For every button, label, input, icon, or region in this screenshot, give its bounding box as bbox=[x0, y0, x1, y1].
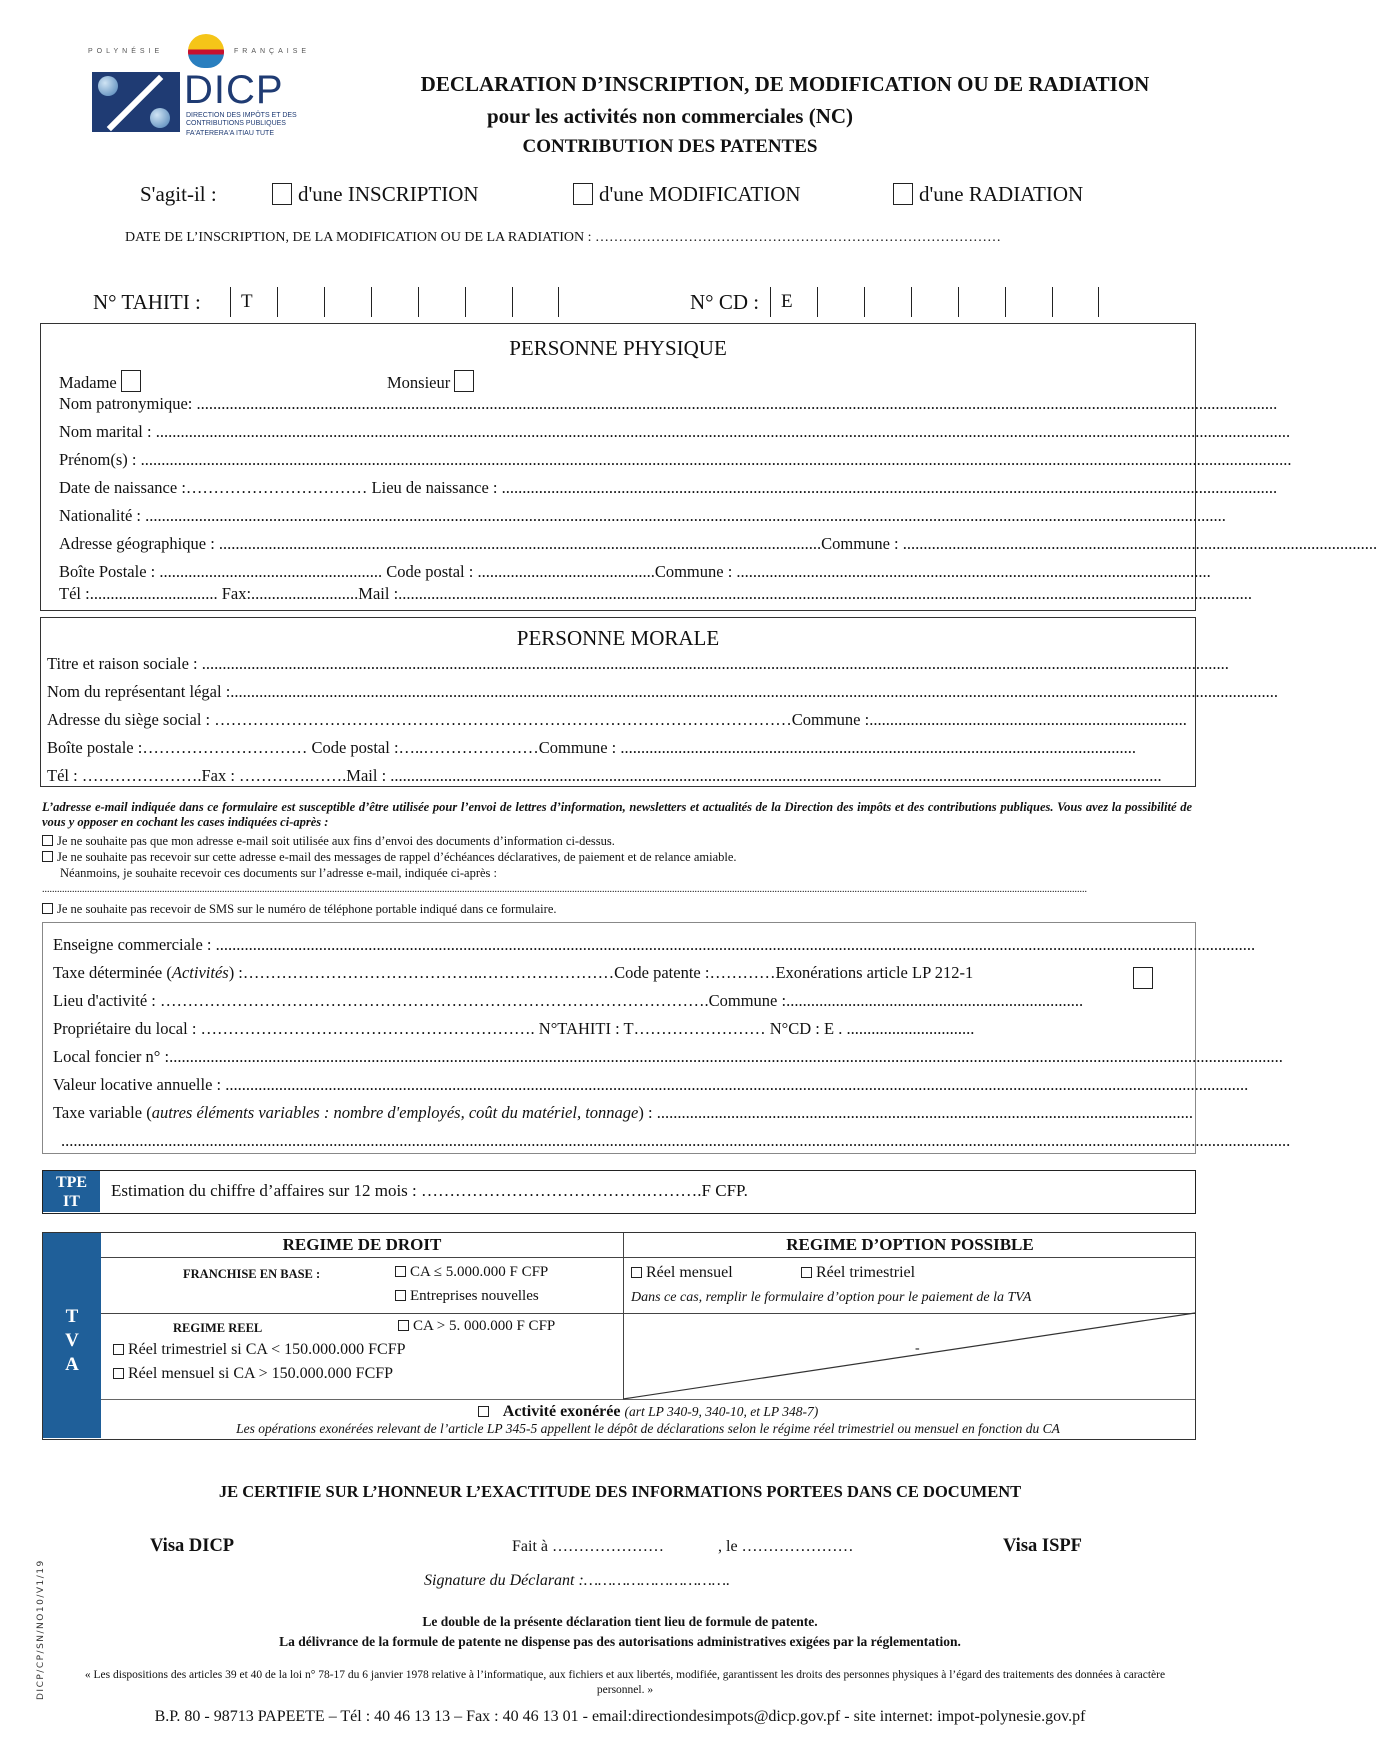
reel-trimestriel-label: Réel trimestriel si CA < 150.000.000 FCFP bbox=[128, 1341, 406, 1358]
option-reel-mensuel-label: Réel mensuel bbox=[646, 1264, 733, 1281]
tahiti-digit[interactable] bbox=[277, 287, 324, 317]
sms-opt-out-checkbox[interactable] bbox=[42, 903, 53, 914]
tel-label: Tél : bbox=[59, 584, 90, 603]
logo-country-right: FRANÇAISE bbox=[234, 48, 311, 55]
radiation-checkbox[interactable] bbox=[893, 183, 913, 205]
representant-field[interactable]: Nom du représentant légal :.............................................................................................................................................................................................................................................................. bbox=[47, 682, 1279, 701]
footer-contact: B.P. 80 - 98713 PAPEETE – Tél : 40 46 13 13 – Fax : 40 46 13 01 - email:directiondesimpots@dicp.gov.pf - site internet: impot-polynesie.gov.pf bbox=[154, 1708, 1086, 1725]
option-note: Dans ce cas, remplir le formulaire d’option pour le paiement de la TVA bbox=[631, 1290, 1032, 1305]
tpe-section bbox=[42, 1170, 1196, 1214]
local-foncier-field[interactable]: Local foncier n° :.............................................................................................................................................................................................................................................................................. bbox=[53, 1047, 1283, 1066]
divider bbox=[101, 1399, 1195, 1400]
dicp-logo bbox=[88, 30, 328, 137]
ca-gt-5m-checkbox[interactable] bbox=[398, 1320, 409, 1331]
alt-email-field[interactable]: .................................................................................................................................................................................................................................................................................................................................................................................................................................. bbox=[42, 884, 1087, 895]
tva-letter: A bbox=[65, 1354, 79, 1375]
signature-declarant-field[interactable]: Signature du Déclarant :…………………………. bbox=[424, 1572, 731, 1589]
option-inscription[interactable] bbox=[272, 182, 479, 207]
reel-mensuel-label: Réel mensuel si CA > 150.000.000 FCFP bbox=[128, 1365, 394, 1382]
cd-prefix: E bbox=[770, 287, 817, 317]
footer-note-1: Le double de la présente déclaration tient lieu de formule de patente. bbox=[422, 1614, 818, 1629]
cd-digit[interactable] bbox=[1052, 287, 1099, 317]
monsieur-option[interactable] bbox=[387, 370, 474, 393]
sms-opt-out-label: Je ne souhaite pas recevoir de SMS sur le numéro de téléphone portable indiqué dans ce formulaire. bbox=[57, 902, 557, 916]
email-opt-out-2[interactable] bbox=[42, 850, 737, 865]
proprietaire-cd-label: N°CD : E . bbox=[769, 1019, 843, 1038]
mail-label: Mail : bbox=[358, 584, 399, 603]
siege-label: Adresse du siège social : bbox=[47, 710, 211, 729]
taxe-determinee-italic: Activités bbox=[171, 963, 229, 982]
cd-digit[interactable] bbox=[817, 287, 864, 317]
ca-gt-5m-label: CA > 5. 000.000 F CFP bbox=[413, 1318, 556, 1334]
dicp-mark-icon bbox=[92, 72, 180, 132]
entreprises-nouvelles-option[interactable] bbox=[395, 1288, 539, 1305]
reel-trimestriel-checkbox[interactable] bbox=[113, 1344, 124, 1355]
taxe-variable-italic: autres éléments variables : nombre d'employés, coût du matériel, tonnage bbox=[151, 1103, 639, 1122]
tel-label: Tél : bbox=[47, 766, 78, 785]
activite-exoneree-ref: (art LP 340-9, 340-10, et LP 348-7) bbox=[624, 1404, 819, 1419]
taxe-variable-label: Taxe variable ( bbox=[53, 1103, 152, 1122]
polynesia-emblem-icon bbox=[188, 34, 224, 68]
certification-statement: JE CERTIFIE SUR L’HONNEUR L’EXACTITUDE DES INFORMATIONS PORTEES DANS CE DOCUMENT bbox=[218, 1482, 1022, 1501]
logo-line1: DIRECTION DES IMPÔTS ET DES bbox=[186, 112, 297, 119]
taxe-determinee-label: Taxe déterminée ( bbox=[53, 963, 172, 982]
activite-exoneree-option[interactable] bbox=[101, 1403, 1195, 1421]
option-reel-trimestriel-label: Réel trimestriel bbox=[816, 1264, 916, 1281]
email-opt-out-1[interactable] bbox=[42, 834, 615, 849]
modification-checkbox[interactable] bbox=[573, 183, 593, 205]
taxe-variable-continued[interactable]: .......................................................................................................................................................................................................................................................................................................... bbox=[61, 1131, 1291, 1150]
logo-line2: CONTRIBUTIONS PUBLIQUES bbox=[186, 120, 286, 127]
fax-label: Fax : bbox=[201, 766, 235, 785]
franchise-label: FRANCHISE EN BASE : bbox=[183, 1267, 321, 1281]
logo-brand: DICP bbox=[184, 68, 284, 112]
logo-country-left: POLYNÉSIE bbox=[88, 48, 164, 55]
activite-exoneree-checkbox[interactable] bbox=[478, 1406, 489, 1417]
opt-out-1-checkbox[interactable] bbox=[42, 835, 53, 846]
cd-digit[interactable] bbox=[864, 287, 911, 317]
personne-physique-section bbox=[40, 323, 1377, 611]
cd-digit[interactable] bbox=[958, 287, 1005, 317]
lieu-naissance-label: Lieu de naissance : bbox=[371, 478, 498, 497]
personne-morale-title: PERSONNE MORALE bbox=[516, 626, 720, 650]
ca-le-5m-label: CA ≤ 5.000.000 F CFP bbox=[410, 1264, 549, 1280]
logo-line3: FA'ATERERA'A ITIAU TUTE bbox=[186, 130, 274, 137]
bp-label: Boîte postale : bbox=[47, 738, 143, 757]
empty-dash: - bbox=[915, 1341, 920, 1356]
modification-label: d'une MODIFICATION bbox=[599, 182, 801, 206]
valeur-locative-label: Valeur locative annuelle : bbox=[53, 1075, 222, 1094]
email-notice-intro: L’adresse e-mail indiquée dans ce formulaire est susceptible d’être utilisée pour l’envoi de lettres d’information, newsletters et actualités de la Direction des impôts et des contributions publiques. Vous avez la possibilité de vous y opposer en cochant les cases indiquées ci-après : bbox=[42, 800, 1192, 829]
activite-exoneree-label: Activité exonérée bbox=[502, 1403, 621, 1420]
nom-patronymique-label: Nom patronymique: bbox=[59, 394, 193, 413]
email-nevertheless: Néanmoins, je souhaite recevoir ces documents sur l’adresse e-mail, indiquée ci-après : bbox=[60, 866, 497, 880]
code-patente-label: Code patente :………… bbox=[614, 963, 776, 982]
ca-estimation-field[interactable]: Estimation du chiffre d’affaires sur 12 mois : ………………………………….……….F CFP. bbox=[111, 1181, 748, 1200]
enseigne-field[interactable]: Enseigne commerciale : ............................................................................................................................................................................................................................................................ bbox=[53, 935, 1256, 954]
madame-checkbox[interactable] bbox=[121, 370, 141, 392]
proprietaire-label: Propriétaire du local : bbox=[53, 1019, 197, 1038]
option-reel-trimestriel[interactable] bbox=[801, 1264, 915, 1282]
taxe-determinee-row[interactable]: Taxe déterminée (Activités) :……………………………………..……………………Code patente :…………Exonérations article LP 212-1 bbox=[53, 963, 974, 982]
page-subtitle: pour les activités non commerciales (NC) bbox=[486, 104, 854, 128]
exoneree-note: Les opérations exonérées relevant de l’article LP 345-5 appellent le dépôt de déclarations selon le régime réel trimestriel ou mensuel en fonction du CA bbox=[236, 1421, 1060, 1436]
tahiti-digit[interactable] bbox=[512, 287, 559, 317]
regime-droit-header: REGIME DE DROIT bbox=[282, 1235, 442, 1254]
footer-legal: « Les dispositions des articles 39 et 40 de la loi n° 78-17 du 6 janvier 1978 relative à l’informatique, aux fichiers et aux libertés, modifiée, garantissent les droits des personnes physiques à l’égard des traitements des données à caractère personnel. » bbox=[84, 1669, 1166, 1696]
nom-marital-field[interactable]: Nom marital : ................................................................................................................................................................................................................................................................................... bbox=[59, 422, 1291, 441]
fax-label: Fax: bbox=[221, 584, 252, 603]
option-modification[interactable] bbox=[573, 182, 801, 207]
visa-dicp: Visa DICP bbox=[150, 1536, 235, 1556]
tahiti-digit[interactable] bbox=[418, 287, 465, 317]
regime-option-header: REGIME D’OPTION POSSIBLE bbox=[786, 1235, 1034, 1254]
opt-out-2-checkbox[interactable] bbox=[42, 851, 53, 862]
option-reel-mensuel-checkbox[interactable] bbox=[631, 1267, 642, 1278]
nationalite-field[interactable]: Nationalité : ...................................................................................................................................................................................................................................................................... bbox=[59, 506, 1226, 525]
proprietaire-tahiti-label: N°TAHITI : T…………………… bbox=[538, 1019, 766, 1038]
enseigne-label: Enseigne commerciale : bbox=[53, 935, 212, 954]
siege-row[interactable]: Adresse du siège social : ……………………………………………………………………………………………Commune :............................................................................. bbox=[47, 710, 1187, 729]
cd-label: N° CD : bbox=[690, 290, 760, 314]
personne-physique-title: PERSONNE PHYSIQUE bbox=[509, 336, 727, 360]
radiation-label: d'une RADIATION bbox=[919, 182, 1084, 206]
contact-row[interactable]: Tél : ………………….Fax : ………….…….Mail : ........................................................................................................................................................................................... bbox=[47, 766, 1162, 785]
commune-label: Commune : bbox=[791, 710, 870, 729]
madame-label: Madame bbox=[59, 373, 117, 392]
entreprises-nouvelles-checkbox[interactable] bbox=[395, 1290, 406, 1301]
tahiti-digit[interactable] bbox=[465, 287, 512, 317]
opt-out-2-label: Je ne souhaite pas recevoir sur cette adresse e-mail des messages de rappel d’échéances déclaratives, de paiement et de relance amiable. bbox=[57, 850, 737, 864]
valeur-locative-field[interactable]: Valeur locative annuelle : ........................................................................................................................................................................................................................................................ bbox=[53, 1075, 1249, 1094]
personne-morale-section bbox=[40, 617, 1279, 787]
bp-row[interactable]: Boîte Postale : ...................................................... Code postal : ...........................................Commune : ................................................................................................................... bbox=[59, 562, 1211, 581]
ca-le-5m-checkbox[interactable] bbox=[395, 1266, 406, 1277]
commune-label: Commune : bbox=[821, 534, 899, 553]
tpe-badge-line1: TPE bbox=[55, 1174, 88, 1191]
cd-digit[interactable] bbox=[911, 287, 958, 317]
tva-section bbox=[42, 1232, 1196, 1440]
code-postal-label: Code postal : bbox=[386, 562, 474, 581]
nom-marital-label: Nom marital : bbox=[59, 422, 152, 441]
reel-mensuel-option[interactable] bbox=[113, 1365, 393, 1383]
commune-label: Commune : bbox=[708, 991, 787, 1010]
activite-section bbox=[42, 922, 1291, 1154]
fait-a-field[interactable]: Fait à ………………… bbox=[512, 1538, 664, 1555]
option-radiation[interactable] bbox=[893, 182, 1083, 207]
taxe-variable-end: ) : bbox=[638, 1103, 653, 1122]
nom-patronymique-field[interactable]: Nom patronymique: ...................................................................................................................................................................................................................................................................... bbox=[59, 394, 1278, 413]
tva-letter: T bbox=[65, 1306, 79, 1327]
raison-sociale-label: Titre et raison sociale : bbox=[47, 654, 198, 673]
representant-label: Nom du représentant légal : bbox=[47, 682, 231, 701]
inscription-label: d'une INSCRIPTION bbox=[298, 182, 479, 206]
diagonal-strike bbox=[623, 1313, 1195, 1399]
nationalite-label: Nationalité : bbox=[59, 506, 142, 525]
date-signature-field[interactable]: , le ………………… bbox=[718, 1538, 854, 1555]
option-reel-mensuel[interactable] bbox=[631, 1264, 733, 1282]
tahiti-digit[interactable] bbox=[324, 287, 371, 317]
bp-label: Boîte Postale : bbox=[59, 562, 156, 581]
monsieur-checkbox[interactable] bbox=[454, 370, 474, 392]
mail-label: Mail : bbox=[346, 766, 387, 785]
naissance-row[interactable]: Date de naissance :…………………………… Lieu de naissance : ............................................................................................................................................................................................ bbox=[59, 478, 1278, 497]
reel-mensuel-checkbox[interactable] bbox=[113, 1368, 124, 1379]
taxe-variable-row[interactable]: Taxe variable (autres éléments variables : nombre d'employés, coût du matériel, tonnage) : .................................................................................................................................. bbox=[53, 1103, 1193, 1122]
cd-digit[interactable] bbox=[1005, 287, 1052, 317]
date-naissance-label: Date de naissance :…………………………… bbox=[59, 478, 368, 497]
lieu-activite-row[interactable]: Lieu d'activité : ……………………………………………………………………………………….Commune :........................................................................ bbox=[53, 991, 1084, 1010]
tahiti-number-field[interactable] bbox=[230, 287, 559, 317]
inscription-checkbox[interactable] bbox=[272, 183, 292, 205]
page-subtitle-2: CONTRIBUTION DES PATENTES bbox=[522, 136, 818, 157]
tva-badge bbox=[43, 1233, 101, 1438]
adresse-label: Adresse géographique : bbox=[59, 534, 215, 553]
reel-trimestriel-option[interactable] bbox=[113, 1341, 405, 1359]
lieu-activite-label: Lieu d'activité : bbox=[53, 991, 156, 1010]
local-foncier-label: Local foncier n° : bbox=[53, 1047, 170, 1066]
option-reel-trimestriel-checkbox[interactable] bbox=[801, 1267, 812, 1278]
tahiti-digit[interactable] bbox=[371, 287, 418, 317]
tahiti-prefix: T bbox=[230, 287, 277, 317]
regime-reel-ca-option[interactable] bbox=[398, 1318, 555, 1335]
regime-reel-label: REGIME REEL bbox=[173, 1321, 263, 1335]
tpe-badge-line2: IT bbox=[63, 1193, 80, 1210]
visa-ispf: Visa ISPF bbox=[1003, 1536, 1082, 1556]
monsieur-label: Monsieur bbox=[387, 373, 451, 392]
sms-opt-out[interactable] bbox=[42, 902, 557, 917]
cd-number-field[interactable] bbox=[770, 287, 1099, 317]
code-postal-label: Code postal : bbox=[311, 738, 399, 757]
prenoms-field[interactable]: Prénom(s) : ....................................................................................................................................................................................................................................................................................... bbox=[59, 450, 1292, 469]
page-title: DECLARATION D’INSCRIPTION, DE MODIFICATION OU DE RADIATION bbox=[420, 72, 1150, 96]
adresse-row[interactable]: Adresse géographique : ..................................................................................................................................................Commune : ................................................................................................................... bbox=[59, 534, 1377, 553]
date-field[interactable]: DATE DE L’INSCRIPTION, DE LA MODIFICATION OU DE LA RADIATION : …………………………………………………………………………… bbox=[125, 230, 1002, 245]
proprietaire-row[interactable]: Propriétaire du local : ……………………………………………………. N°TAHITI : T…………………… N°CD : E . ............................... bbox=[53, 1019, 975, 1038]
form-code: DICP/CP/SN/NO10/V1/19 bbox=[36, 1559, 46, 1700]
madame-option[interactable] bbox=[59, 370, 141, 393]
tva-letter: V bbox=[65, 1330, 79, 1351]
divider bbox=[101, 1257, 1195, 1258]
commune-label: Commune : bbox=[538, 738, 617, 757]
bp-row[interactable]: Boîte postale :………………………… Code postal :…..…………………Commune : ............................................................................................................................. bbox=[47, 738, 1136, 757]
opt-out-1-label: Je ne souhaite pas que mon adresse e-mail soit utilisée aux fins d’envoi des documents d’information ci-dessus. bbox=[57, 834, 615, 848]
franchise-ca-option[interactable] bbox=[395, 1264, 548, 1281]
exonerations-checkbox[interactable] bbox=[1133, 967, 1153, 989]
prenoms-label: Prénom(s) : bbox=[59, 450, 137, 469]
exonerations-label: Exonérations article LP 212-1 bbox=[775, 963, 974, 982]
type-label: S'agit-il : bbox=[140, 182, 217, 206]
tpe-badge bbox=[43, 1171, 100, 1212]
raison-sociale-field[interactable]: Titre et raison sociale : ......................................................................................................................................................................................................................................................... bbox=[47, 654, 1229, 673]
entreprises-nouvelles-label: Entreprises nouvelles bbox=[410, 1288, 539, 1304]
footer-note-2: La délivrance de la formule de patente ne dispense pas des autorisations administratives exigées par la réglementation. bbox=[279, 1634, 961, 1649]
tahiti-label: N° TAHITI : bbox=[93, 290, 201, 314]
commune-label: Commune : bbox=[654, 562, 733, 581]
contact-row[interactable]: Tél :............................... Fax:..........................Mail :............................................................................................................................................................................................................... bbox=[59, 584, 1253, 603]
taxe-determinee-end: ) : bbox=[228, 963, 243, 982]
